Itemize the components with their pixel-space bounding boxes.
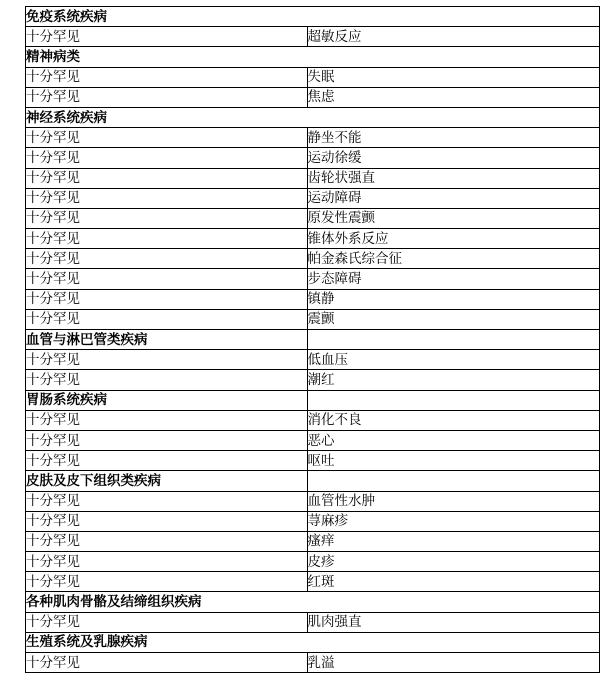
frequency-cell: 十分罕见: [26, 410, 308, 430]
category-empty-cell: [307, 47, 600, 67]
table-row: [26, 269, 600, 289]
frequency-cell: 十分罕见: [26, 27, 308, 47]
table-row: [26, 289, 600, 309]
reaction-term-cell: 锥体外系反应: [307, 229, 600, 249]
frequency-cell: 十分罕见: [26, 87, 308, 107]
reaction-term-cell: 瘙痒: [307, 531, 600, 551]
adverse-reactions-table-body: [26, 7, 600, 673]
frequency-cell: 十分罕见: [26, 531, 308, 551]
category-empty-cell: [307, 592, 600, 612]
table-row: [26, 208, 600, 228]
reaction-term-cell: 低血压: [307, 350, 600, 370]
reaction-term-cell: 焦虑: [307, 87, 600, 107]
table-row: [26, 511, 600, 531]
table-row: [26, 531, 600, 551]
table-row: [26, 451, 600, 471]
category-heading: 皮肤及皮下组织类疾病: [26, 471, 308, 491]
table-row: [26, 27, 600, 47]
reaction-term-cell: 呕吐: [307, 451, 600, 471]
category-heading: 生殖系统及乳腺疾病: [26, 632, 308, 652]
frequency-cell: 十分罕见: [26, 269, 308, 289]
frequency-cell: 十分罕见: [26, 309, 308, 329]
table-row: [26, 350, 600, 370]
category-heading: 胃肠系统疾病: [26, 390, 308, 410]
table-row: [26, 87, 600, 107]
category-empty-cell: [307, 471, 600, 491]
category-empty-cell: [307, 107, 600, 127]
reaction-term-cell: 消化不良: [307, 410, 600, 430]
frequency-cell: 十分罕见: [26, 511, 308, 531]
table-row: [26, 612, 600, 632]
reaction-term-cell: 失眠: [307, 67, 600, 87]
reaction-term-cell: 肌肉强直: [307, 612, 600, 632]
category-heading: 各种肌肉骨骼及结缔组织疾病: [26, 592, 308, 612]
category-row: [26, 47, 600, 67]
category-row: [26, 330, 600, 350]
reaction-term-cell: 静坐不能: [307, 128, 600, 148]
frequency-cell: 十分罕见: [26, 572, 308, 592]
category-empty-cell: [307, 7, 600, 27]
category-row: [26, 592, 600, 612]
reaction-term-cell: 帕金森氏综合征: [307, 249, 600, 269]
frequency-cell: 十分罕见: [26, 370, 308, 390]
reaction-term-cell: 齿轮状强直: [307, 168, 600, 188]
category-row: [26, 632, 600, 652]
table-row: [26, 148, 600, 168]
reaction-term-cell: 血管性水肿: [307, 491, 600, 511]
table-row: [26, 653, 600, 673]
frequency-cell: 十分罕见: [26, 229, 308, 249]
frequency-cell: 十分罕见: [26, 612, 308, 632]
reaction-term-cell: 运动障碍: [307, 188, 600, 208]
frequency-cell: 十分罕见: [26, 350, 308, 370]
category-row: [26, 390, 600, 410]
category-heading: 精神病类: [26, 47, 308, 67]
table-row: [26, 370, 600, 390]
reaction-term-cell: 皮疹: [307, 552, 600, 572]
frequency-cell: 十分罕见: [26, 552, 308, 572]
category-heading: 神经系统疾病: [26, 107, 308, 127]
table-row: [26, 168, 600, 188]
reaction-term-cell: 步态障碍: [307, 269, 600, 289]
reaction-term-cell: 荨麻疹: [307, 511, 600, 531]
frequency-cell: 十分罕见: [26, 430, 308, 450]
reaction-term-cell: 潮红: [307, 370, 600, 390]
frequency-cell: 十分罕见: [26, 148, 308, 168]
frequency-cell: 十分罕见: [26, 188, 308, 208]
reaction-term-cell: 乳溢: [307, 653, 600, 673]
reaction-term-cell: 原发性震颤: [307, 208, 600, 228]
reaction-term-cell: 镇静: [307, 289, 600, 309]
table-row: [26, 410, 600, 430]
table-row: [26, 491, 600, 511]
table-row: [26, 67, 600, 87]
frequency-cell: 十分罕见: [26, 289, 308, 309]
table-row: [26, 430, 600, 450]
table-row: [26, 552, 600, 572]
frequency-cell: 十分罕见: [26, 249, 308, 269]
table-row: [26, 572, 600, 592]
category-empty-cell: [307, 330, 600, 350]
table-row: [26, 229, 600, 249]
category-empty-cell: [307, 390, 600, 410]
table-row: [26, 249, 600, 269]
frequency-cell: 十分罕见: [26, 208, 308, 228]
category-heading: 免疫系统疾病: [26, 7, 308, 27]
reaction-term-cell: 红斑: [307, 572, 600, 592]
frequency-cell: 十分罕见: [26, 653, 308, 673]
frequency-cell: 十分罕见: [26, 491, 308, 511]
category-row: [26, 7, 600, 27]
reaction-term-cell: 震颤: [307, 309, 600, 329]
reaction-term-cell: 超敏反应: [307, 27, 600, 47]
category-row: [26, 107, 600, 127]
frequency-cell: 十分罕见: [26, 168, 308, 188]
category-row: [26, 471, 600, 491]
reaction-term-cell: 运动徐缓: [307, 148, 600, 168]
frequency-cell: 十分罕见: [26, 67, 308, 87]
table-row: [26, 188, 600, 208]
table-row: [26, 128, 600, 148]
frequency-cell: 十分罕见: [26, 128, 308, 148]
adverse-reactions-table: [25, 6, 600, 673]
reaction-term-cell: 恶心: [307, 430, 600, 450]
frequency-cell: 十分罕见: [26, 451, 308, 471]
category-empty-cell: [307, 632, 600, 652]
category-heading: 血管与淋巴管类疾病: [26, 330, 308, 350]
table-row: [26, 309, 600, 329]
